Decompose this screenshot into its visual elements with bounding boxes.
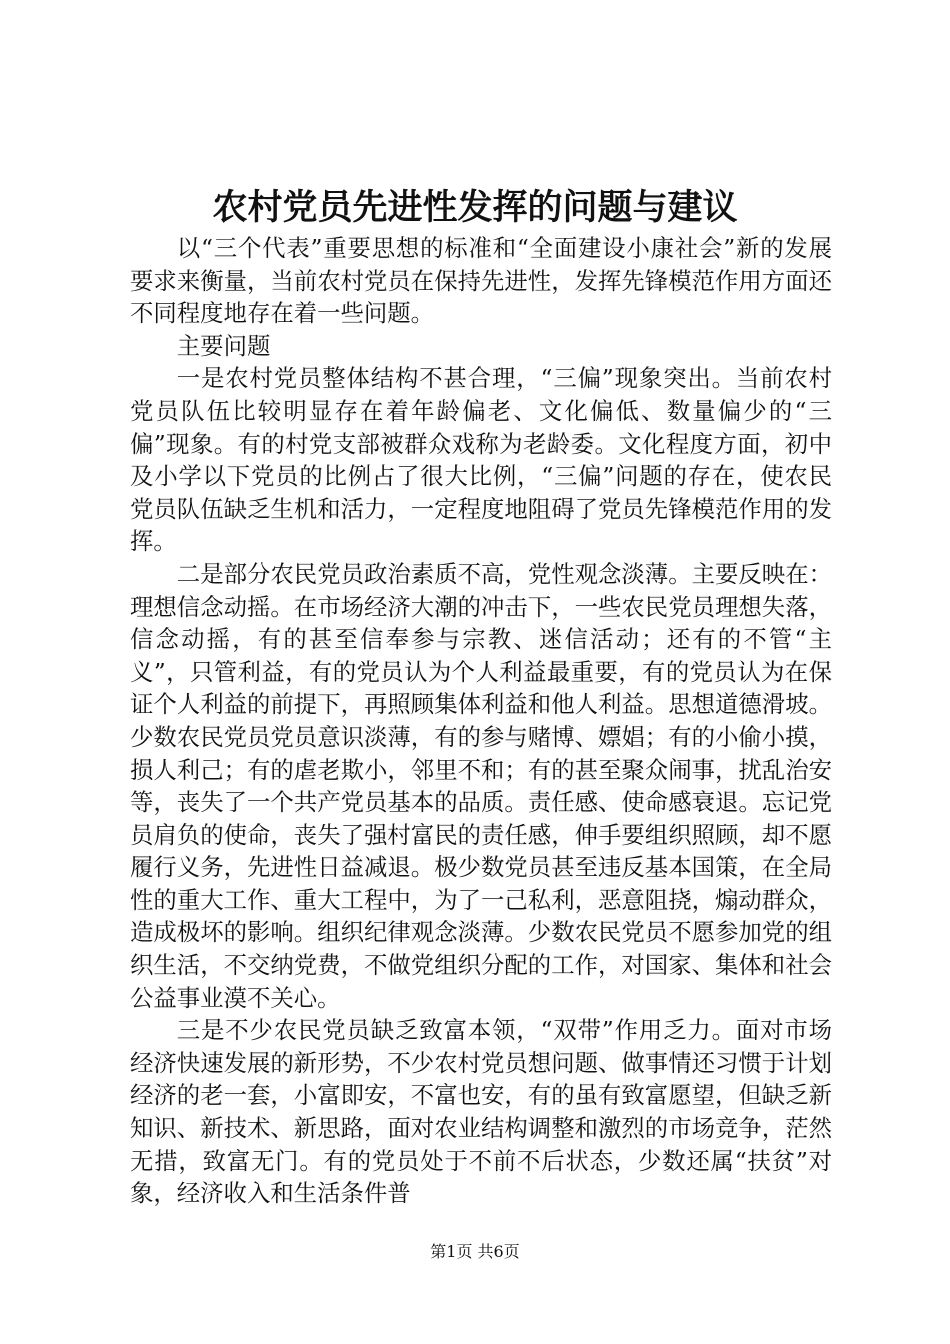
paragraph-intro: 以“三个代表”重要思想的标准和“全面建设小康社会”新的发展要求来衡量，当前农村党员在保持先进性，发挥先锋模范作用方面还不同程度地存在着一些问题。 [130, 234, 832, 328]
paragraph-issue-three: 三是不少农民党员缺乏致富本领，“双带”作用乏力。面对市场经济快速发展的新形势，不少农村党员想问题、做事情还习惯于计划经济的老一套，小富即安，不富也安，有的虽有致富愿望，但缺乏新知识、新技术、新思路，面对农业结构调整和激烈的市场竞争，茫然无措，致富无门。有的党员处于不前不后状态，少数还属“扶贫”对象，经济收入和生活条件普 [130, 1016, 832, 1208]
document-body [130, 232, 832, 1210]
paragraph-issue-two: 二是部分农民党员政治素质不高，党性观念淡薄。主要反映在：理想信念动摇。在市场经济大潮的冲击下，一些农民党员理想失落，信念动摇，有的甚至信奉参与宗教、迷信活动；还有的不管“主义”，只管利益，有的党员认为个人利益最重要，有的党员认为在保证个人利益的前提下，再照顾集体利益和他人利益。思想道德滑坡。少数农民党员党员意识淡薄，有的参与赌博、嫖娼；有的小偷小摸，损人利己；有的虐老欺小，邻里不和；有的甚至聚众闹事，扰乱治安等，丧失了一个共产党员基本的品质。责任感、使命感衰退。忘记党员肩负的使命，丧失了强村富民的责任感，伸手要组织照顾，却不愿履行义务，先进性日益减退。极少数党员甚至违反基本国策，在全局性的重大工作、重大工程中，为了一己私利，恶意阻挠，煽动群众，造成极坏的影响。组织纪律观念淡薄。少数农民党员不愿参加党的组织生活，不交纳党费，不做党组织分配的工作，对国家、集体和社会公益事业漠不关心。 [130, 559, 832, 1012]
document-title: 农村党员先进性发挥的问题与建议 [212, 188, 738, 228]
section-heading-main-issues: 主要问题 [176, 331, 271, 360]
paragraph-issue-one: 一是农村党员整体结构不甚合理，“三偏”现象突出。当前农村党员队伍比较明显存在着年龄偏老、文化偏低、数量偏少的“三偏”现象。有的村党支部被群众戏称为老龄委。文化程度方面，初中及小学以下党员的比例占了很大比例，“三偏”问题的存在，使农民党员队伍缺乏生机和活力，一定程度地阻碍了党员先锋模范作用的发挥。 [130, 364, 832, 556]
page-number-footer: 第1页 共6页 [430, 1242, 520, 1261]
